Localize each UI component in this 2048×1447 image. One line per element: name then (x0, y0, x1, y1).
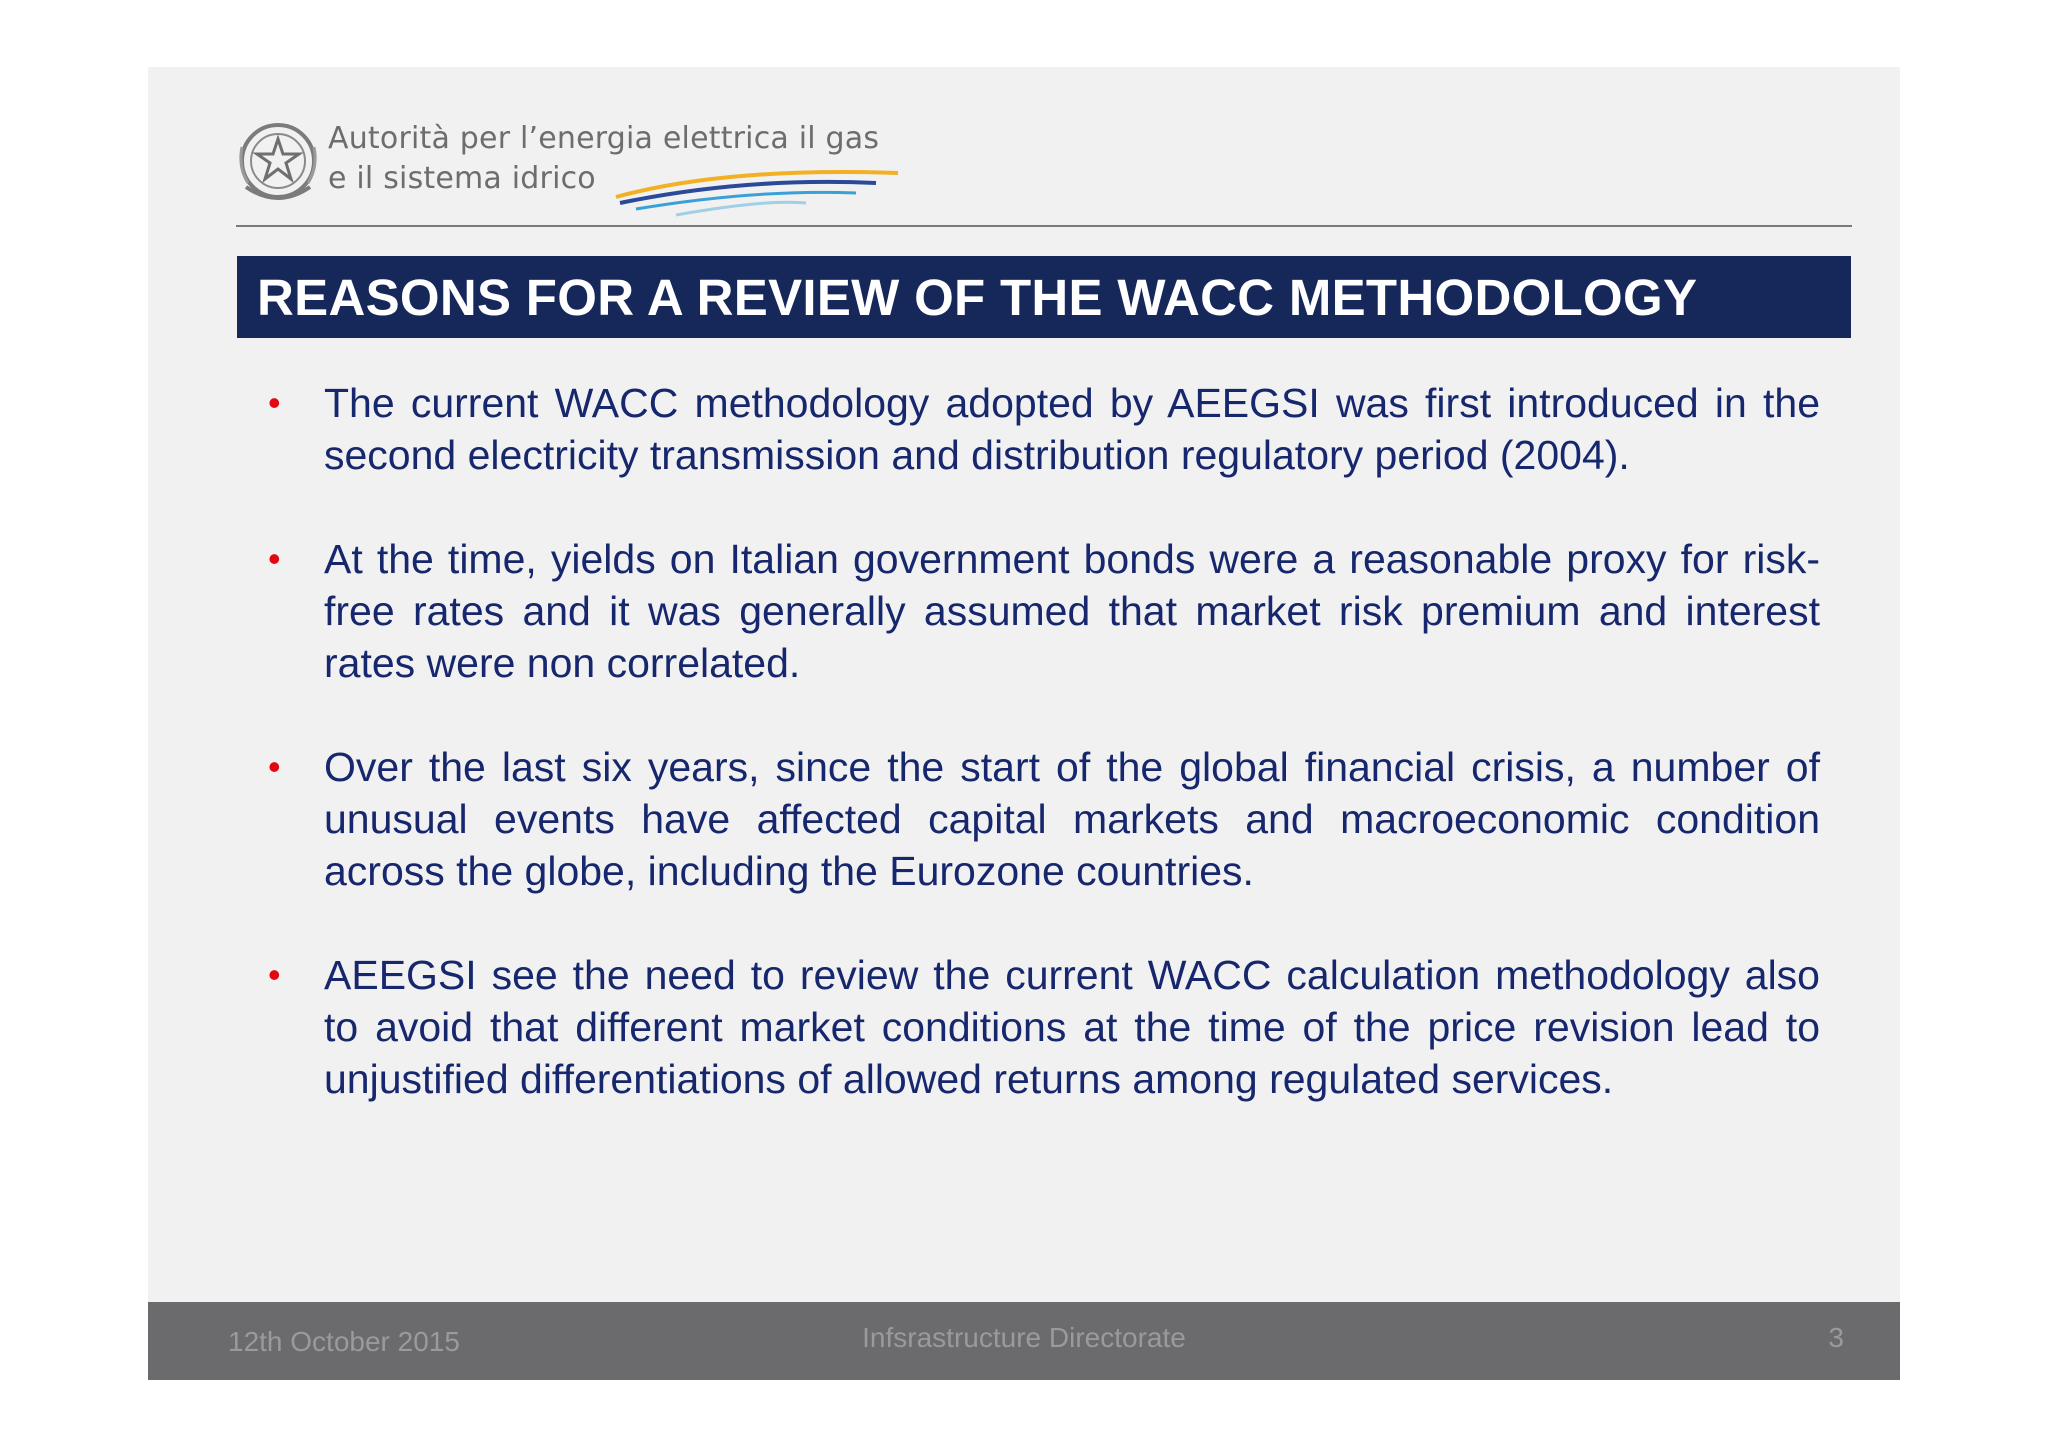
bullet-marker-icon: • (268, 382, 281, 423)
bullet-text: The current WACC methodology adopted by AEEGSI was first introduced in the second electricity transmission and distribution regulatory period (2004). (324, 380, 1820, 478)
bullet-marker-icon: • (268, 954, 281, 995)
bullet-marker-icon: • (268, 746, 281, 787)
footer-date: 12th October 2015 (228, 1326, 460, 1357)
title-bar (237, 256, 1851, 338)
org-name-line2: e il sistema idrico (328, 161, 596, 196)
org-name-line1: Autorità per l’energia elettrica il gas (328, 121, 880, 156)
bullet-text: Over the last six years, since the start of the global financial crisis, a number of unusual events have affected capital markets and macroeconomic condition across the globe, including the Eurozone countries. (324, 744, 1820, 894)
italian-republic-emblem-icon (236, 117, 320, 209)
bullet-text: At the time, yields on Italian government bonds were a reasonable proxy for risk-free rates and it was generally assumed that market risk premium and interest rates were non correlated. (324, 536, 1820, 686)
authority-logo (236, 109, 936, 224)
header-divider (236, 225, 1852, 227)
bullet-item (268, 377, 1820, 481)
slide (148, 67, 1900, 1380)
bullet-list (268, 377, 1820, 1157)
bullet-marker-icon: • (268, 538, 281, 579)
bullet-item (268, 949, 1820, 1105)
footer-bar (148, 1302, 1900, 1380)
bullet-item (268, 741, 1820, 897)
page-number: 3 (1828, 1322, 1844, 1353)
footer-department: Infsrastructure Directorate (862, 1322, 1186, 1353)
bullet-text: AEEGSI see the need to review the current WACC calculation methodology also to avoid that different market conditions at the time of the price revision lead to unjustified differentiations of allowed returns among regulated services. (324, 952, 1820, 1102)
slide-title: REASONS FOR A REVIEW OF THE WACC METHODOLOGY (257, 269, 1698, 326)
bullet-item (268, 533, 1820, 689)
energy-waves-icon (606, 159, 906, 219)
